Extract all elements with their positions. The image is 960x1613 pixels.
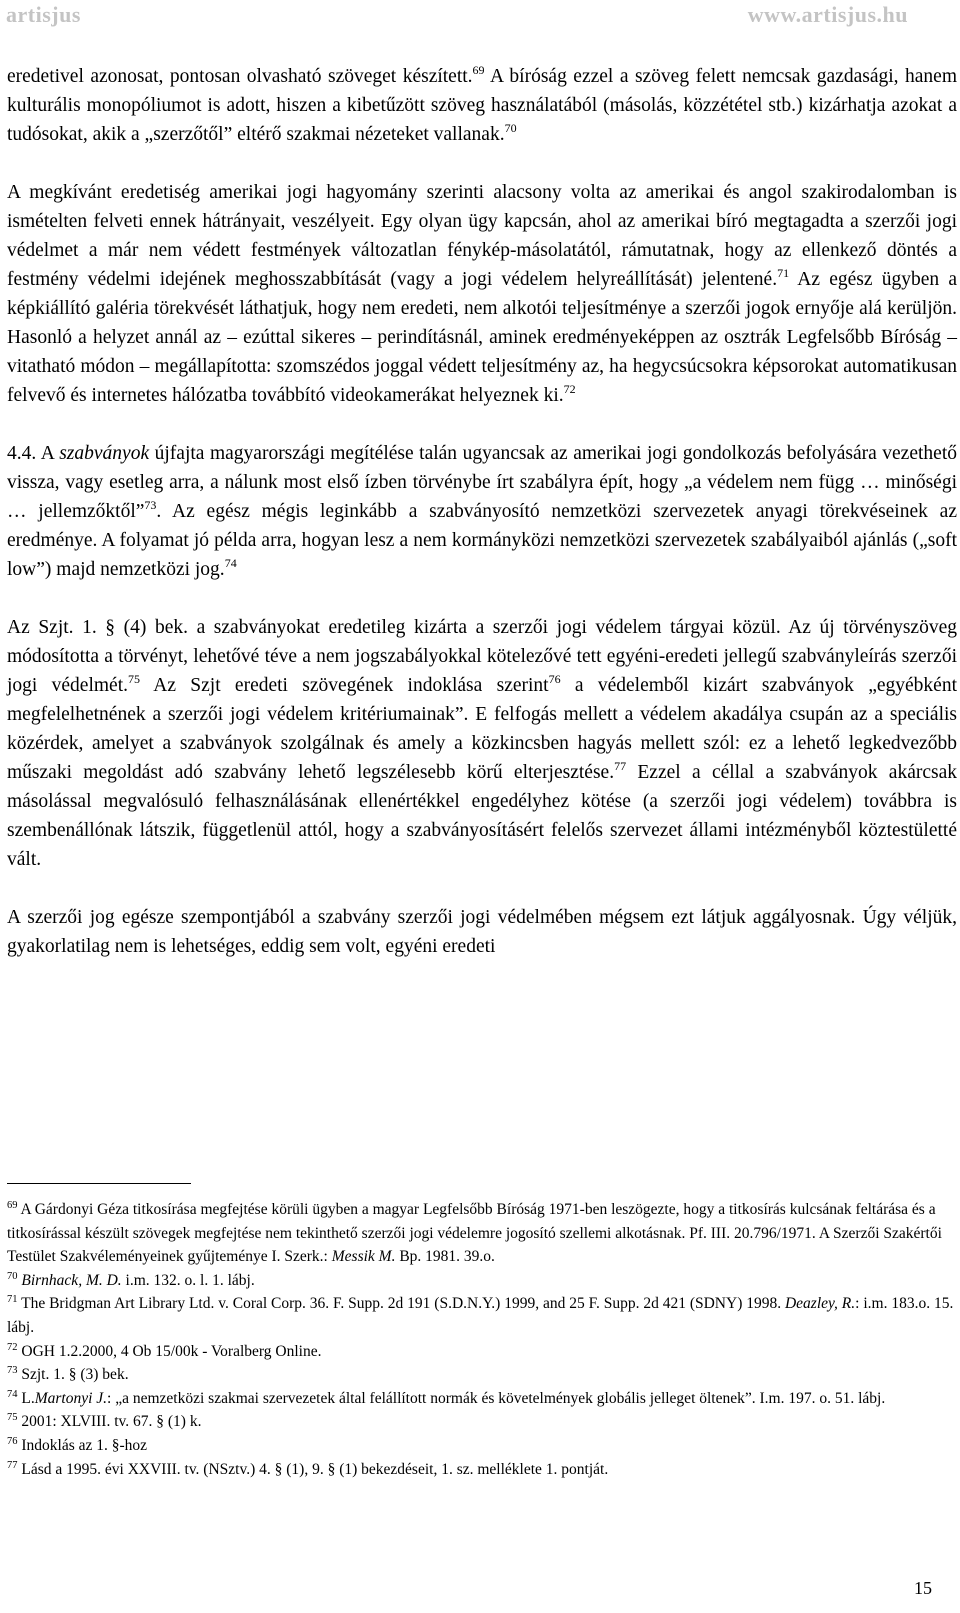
watermark-left: artisjus: [6, 2, 81, 27]
footnote-ref-70[interactable]: 70: [504, 121, 517, 135]
footnote-ref-73[interactable]: 73: [144, 498, 157, 512]
paragraph-4: Az Szjt. 1. § (4) bek. a szabványokat eredetileg kizárta a szerzői jogi védelem tárgyai közül. Az új törvényszöveg módosította a törvényt, lehetővé téve a nem jogszabályokkal kötelezővé tett egyéni-eredeti jellegű szabványleírás szerzői jogi védelmét.$^{75}$ Az Szjt eredeti szövegének indoklása szerint$^{76}$ a védelemből kizárt szabványok „egyébként megfelelhetnének a szerzői jogi védelem kritériumainak”. E felfogás mellett a védelem akadálya csupán az a speciális közérdek, amelyet a szabványok szolgálnak és amely a közkincsben hagyás mellett szól: ez a lehető legkedvezőbb műszaki megoldást adó szabvány lehető legszélesebb körű elterjesztése.$^{77}$ Ezzel a céllal a szabványok akárcsak másolással megvalósuló felhasználásának ellenértékkel engedélyhez kötése (a szerzői jogi védelem) továbbra is szembenállónak látszik, függetlenül attól, hogy a szabványosításért felelős szervezet állami intézményből köztestületté vált.: [7, 617, 958, 870]
footnote-separator: [7, 1183, 191, 1184]
italic-term: szabványok: [59, 443, 150, 464]
footnote-69: $^{69}$ A Gárdonyi Géza titkosírása megfejtése körüli ügyben a magyar Legfelsőbb Bíróság 1971-ben leszögezte, hogy a titkosírás kulcsának feltárása és a titkosírással készült szövegek megfejtése nem tekinthető szerzői jogi védelemre jogosító szellemi alkotásnak. Pf. III. 20.796/1971. A Szerzői Szakértői Testület Szakvéleményeinek gyűjteménye I. Szerk.: Messik M. Bp. 1981. 39.o.: [7, 1200, 942, 1266]
footnote-75: $^{75}$ 2001: XLVIII. tv. 67. § (1) k.: [7, 1412, 202, 1431]
paragraph-3: 4.4. A szabványok újfajta magyarországi megítélése talán ugyancsak az amerikai jogi gondolkozás befolyására vezethető vissza, vagy esetleg arra, a nálunk most első ízben törvénybe írt szabályra épít, hogy „a védelem nem függ … minőségi … jellemzőktől”$^{73}$. Az egész mégis leginkább a szabványosító nemzetközi szervezetek anyagi törekvéseinek az eredménye. A folyamat jó példa arra, hogyan lesz a nem kormányközi nemzetközi szervezetek szabályaiból ajánlás („soft low”) majd nemzetközi jog.$^{74}$: [7, 443, 957, 580]
footnote-ref-72[interactable]: 72: [563, 382, 576, 396]
footnote-74: $^{74}$ L.Martonyi J.: „a nemzetközi szakmai szervezetek által felállított normák és követelmények globális jelleget öltenek”. I.m. 197. o. 51. lábj.: [7, 1388, 886, 1407]
footnotes: [7, 1198, 957, 1481]
paragraph-1: eredetivel azonosat, pontosan olvasható szöveget készített.$^{69}$ A bíróság ezzel a szöveg felett nemcsak gazdasági, hanem kulturális monopóliumot is adott, hiszen a kibetűzött szöveg használatából (másolás, közzététel stb.) kizárhatja azokat a tudósokat, akik a „szerzőtől” eltérő szakmai nézeteket vallanak.$^{70}$: [7, 63, 957, 145]
footnote-76: $^{76}$ Indoklás az 1. §-hoz: [7, 1435, 148, 1454]
page-number: 15: [914, 1578, 932, 1598]
footnote-ref-71[interactable]: 71: [777, 266, 790, 280]
footnote-ref-77[interactable]: 77: [614, 759, 627, 773]
footnote-ref-75[interactable]: 75: [128, 672, 140, 686]
footnote-ref-69[interactable]: 69: [472, 63, 485, 77]
paragraph-5: A szerzői jog egésze szempontjából a szabvány szerzői jogi védelmében mégsem ezt látjuk aggályosnak. Úgy véljük, gyakorlatilag nem is lehetséges, eddig sem volt, egyéni eredeti: [7, 907, 957, 957]
footnote-ref-76[interactable]: 76: [548, 672, 561, 686]
footnote-72: $^{72}$ OGH 1.2.2000, 4 Ob 15/00k - Voralberg Online.: [7, 1341, 322, 1360]
footnote-71: $^{71}$ The Bridgman Art Library Ltd. v. Coral Corp. 36. F. Supp. 2d 191 (S.D.N.Y.) 1999, and 25 F. Supp. 2d 421 (SDNY) 1998. Deazley, R.: i.m. 183.o. 15. lábj.: [7, 1294, 954, 1336]
watermark-right: www.artisjus.hu: [747, 2, 908, 27]
footnote-77: $^{77}$ Lásd a 1995. évi XXVIII. tv. (NSztv.) 4. § (1), 9. § (1) bekezdéseit, 1. sz. melléklete 1. pontját.: [7, 1459, 609, 1478]
footnote-70: $^{70}$ Birnhack, M. D. i.m. 132. o. l. 1. lábj.: [7, 1270, 255, 1289]
main-text: [7, 62, 957, 961]
paragraph-2: A megkívánt eredetiség amerikai jogi hagyomány szerinti alacsony volta az amerikai és angol szakirodalomban is ismételten felveti ennek hátrányait, veszélyeit. Egy olyan ügy kapcsán, ahol az amerikai bíró megtagadta a szerzői jogi védelmet a már nem védett festmények változatlan fénykép-másolatától, rámutatnak, hogy az ellenkező döntés a festmény védelmi idejének meghosszabbítását (vagy a jogi védelem helyreállítását) jelentené.$^{71}$ Az egész ügyben a képkiállító galéria törekvését láthatjuk, hogy nem eredeti, nem alkotói teljesítménye a szerzői jogok ernyője alá kerüljön. Hasonló a helyzet annál az – ezúttal sikeres – perindításnál, aminek eredményeképpen az osztrák Legfelsőbb Bíróság – vitatható módon – megállapította: szomszédos joggal védett teljesítmény az, ha hegycsúcsokra képsorokat automatikusan felvevő és internetes hálózatba továbbító videokamerákat helyeznek ki.$^{72}$: [7, 182, 957, 406]
footnote-ref-74[interactable]: 74: [224, 556, 237, 570]
footnote-73: $^{73}$ Szjt. 1. § (3) bek.: [7, 1365, 129, 1384]
